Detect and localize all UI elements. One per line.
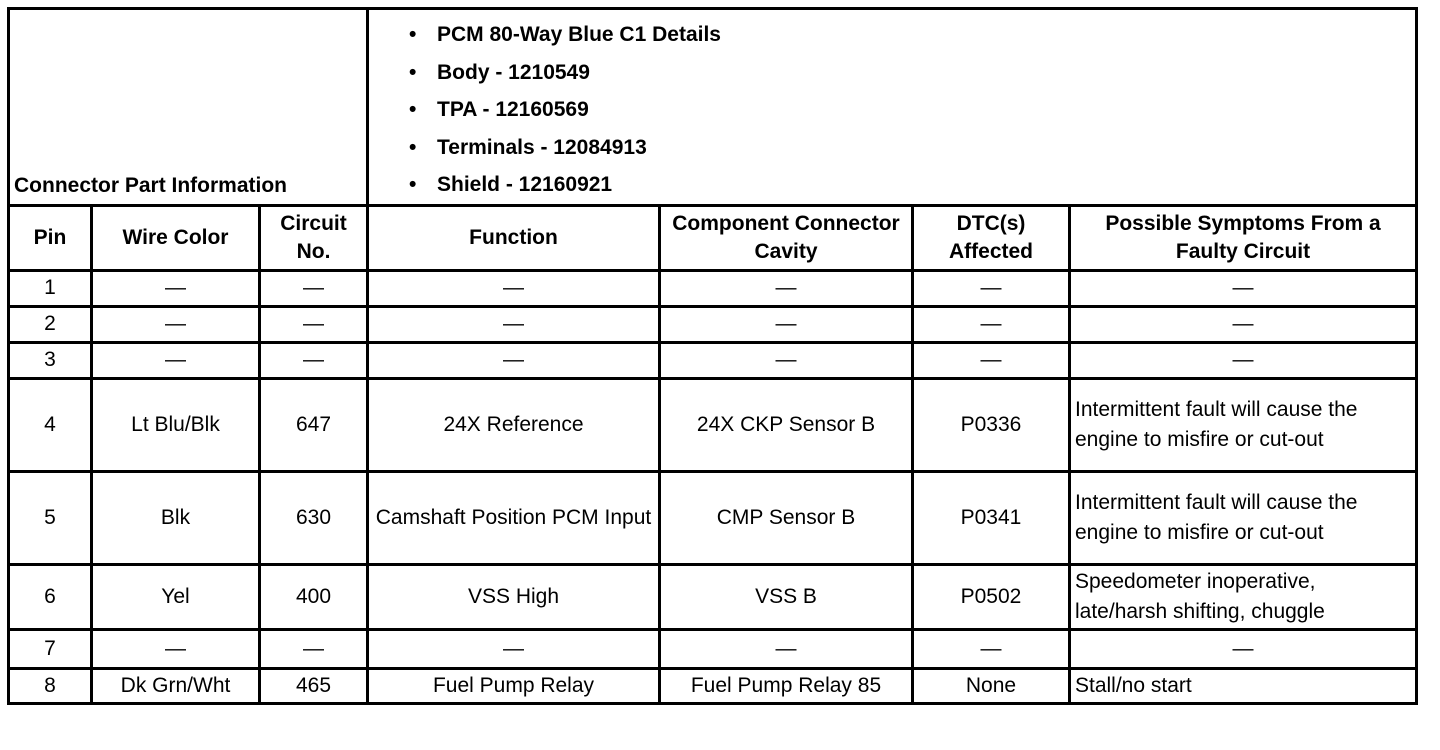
wire-color-cell: —: [92, 342, 260, 378]
circuit-cell: 630: [260, 471, 368, 564]
dtc-cell: None: [913, 668, 1070, 703]
bullet-icon: •: [409, 173, 417, 196]
function-cell: Fuel Pump Relay: [368, 668, 660, 703]
cavity-cell: —: [660, 342, 913, 378]
function-cell: —: [368, 342, 660, 378]
detail-item: • PCM 80-Way Blue C1 Details: [409, 16, 1415, 54]
table-row: [9, 378, 1417, 471]
connector-info-row: [9, 9, 1417, 206]
dtc-cell: —: [913, 629, 1070, 668]
circuit-cell: —: [260, 270, 368, 306]
symptoms-cell: —: [1070, 306, 1417, 342]
wire-color-cell: —: [92, 270, 260, 306]
cavity-cell: CMP Sensor B: [660, 471, 913, 564]
function-cell: —: [368, 629, 660, 668]
pin-cell: 7: [9, 629, 92, 668]
pin-cell: 2: [9, 306, 92, 342]
dtc-cell: —: [913, 306, 1070, 342]
circuit-cell: —: [260, 306, 368, 342]
col-header-dtc: DTC(s) Affected: [913, 205, 1070, 270]
pin-cell: 1: [9, 270, 92, 306]
bullet-icon: •: [409, 23, 417, 46]
col-header-function: Function: [368, 205, 660, 270]
table-row: [9, 270, 1417, 306]
circuit-cell: —: [260, 629, 368, 668]
bullet-icon: •: [409, 60, 417, 84]
connector-info-label: Connector Part Information: [9, 9, 368, 206]
cavity-cell: VSS B: [660, 564, 913, 629]
symptoms-cell: —: [1070, 342, 1417, 378]
circuit-cell: 647: [260, 378, 368, 471]
pin-cell: 5: [9, 471, 92, 564]
cavity-cell: Fuel Pump Relay 85: [660, 668, 913, 703]
symptoms-cell: —: [1070, 270, 1417, 306]
cavity-cell: —: [660, 306, 913, 342]
wire-color-cell: Lt Blu/Blk: [92, 378, 260, 471]
pin-cell: 3: [9, 342, 92, 378]
pin-cell: 8: [9, 668, 92, 703]
circuit-cell: —: [260, 342, 368, 378]
pin-cell: 4: [9, 378, 92, 471]
wire-color-cell: —: [92, 629, 260, 668]
detail-item: • TPA - 12160569: [409, 91, 1415, 129]
col-header-circuit: Circuit No.: [260, 205, 368, 270]
symptoms-cell: Intermittent fault will cause the engine to misfire or cut-out: [1070, 378, 1417, 471]
dtc-cell: —: [913, 342, 1070, 378]
function-cell: 24X Reference: [368, 378, 660, 471]
table-row: [9, 471, 1417, 564]
detail-item: • Body - 1210549: [409, 54, 1415, 92]
col-header-symptoms: Possible Symptoms From a Faulty Circuit: [1070, 205, 1417, 270]
wire-color-cell: Yel: [92, 564, 260, 629]
dtc-cell: P0502: [913, 564, 1070, 629]
table-row: [9, 564, 1417, 629]
symptoms-cell: Speedometer inoperative, late/harsh shifting, chuggle: [1070, 564, 1417, 629]
detail-item: • Shield - 12160921: [409, 166, 1415, 204]
table-row: [9, 629, 1417, 668]
detail-item: • Terminals - 12084913: [409, 129, 1415, 167]
col-header-cavity: Component Connector Cavity: [660, 205, 913, 270]
function-cell: Camshaft Position PCM Input: [368, 471, 660, 564]
function-cell: —: [368, 306, 660, 342]
connector-table: [7, 7, 1418, 705]
symptoms-cell: Intermittent fault will cause the engine to misfire or cut-out: [1070, 471, 1417, 564]
circuit-cell: 465: [260, 668, 368, 703]
table-row: [9, 342, 1417, 378]
cavity-cell: 24X CKP Sensor B: [660, 378, 913, 471]
column-header-row: [9, 205, 1417, 270]
cavity-cell: —: [660, 629, 913, 668]
cavity-cell: —: [660, 270, 913, 306]
circuit-cell: 400: [260, 564, 368, 629]
bullet-icon: •: [409, 135, 417, 159]
connector-table-wrapper: [7, 7, 1418, 705]
dtc-cell: P0341: [913, 471, 1070, 564]
col-header-wire-color: Wire Color: [92, 205, 260, 270]
function-cell: —: [368, 270, 660, 306]
pin-cell: 6: [9, 564, 92, 629]
wire-color-cell: —: [92, 306, 260, 342]
connector-details-list: [409, 16, 1415, 204]
connector-details: [368, 9, 1417, 206]
table-row: [9, 668, 1417, 703]
table-row: [9, 306, 1417, 342]
bullet-icon: •: [409, 98, 417, 121]
wire-color-cell: Blk: [92, 471, 260, 564]
function-cell: VSS High: [368, 564, 660, 629]
dtc-cell: P0336: [913, 378, 1070, 471]
dtc-cell: —: [913, 270, 1070, 306]
symptoms-cell: —: [1070, 629, 1417, 668]
wire-color-cell: Dk Grn/Wht: [92, 668, 260, 703]
symptoms-cell: Stall/no start: [1070, 668, 1417, 703]
col-header-pin: Pin: [9, 205, 92, 270]
